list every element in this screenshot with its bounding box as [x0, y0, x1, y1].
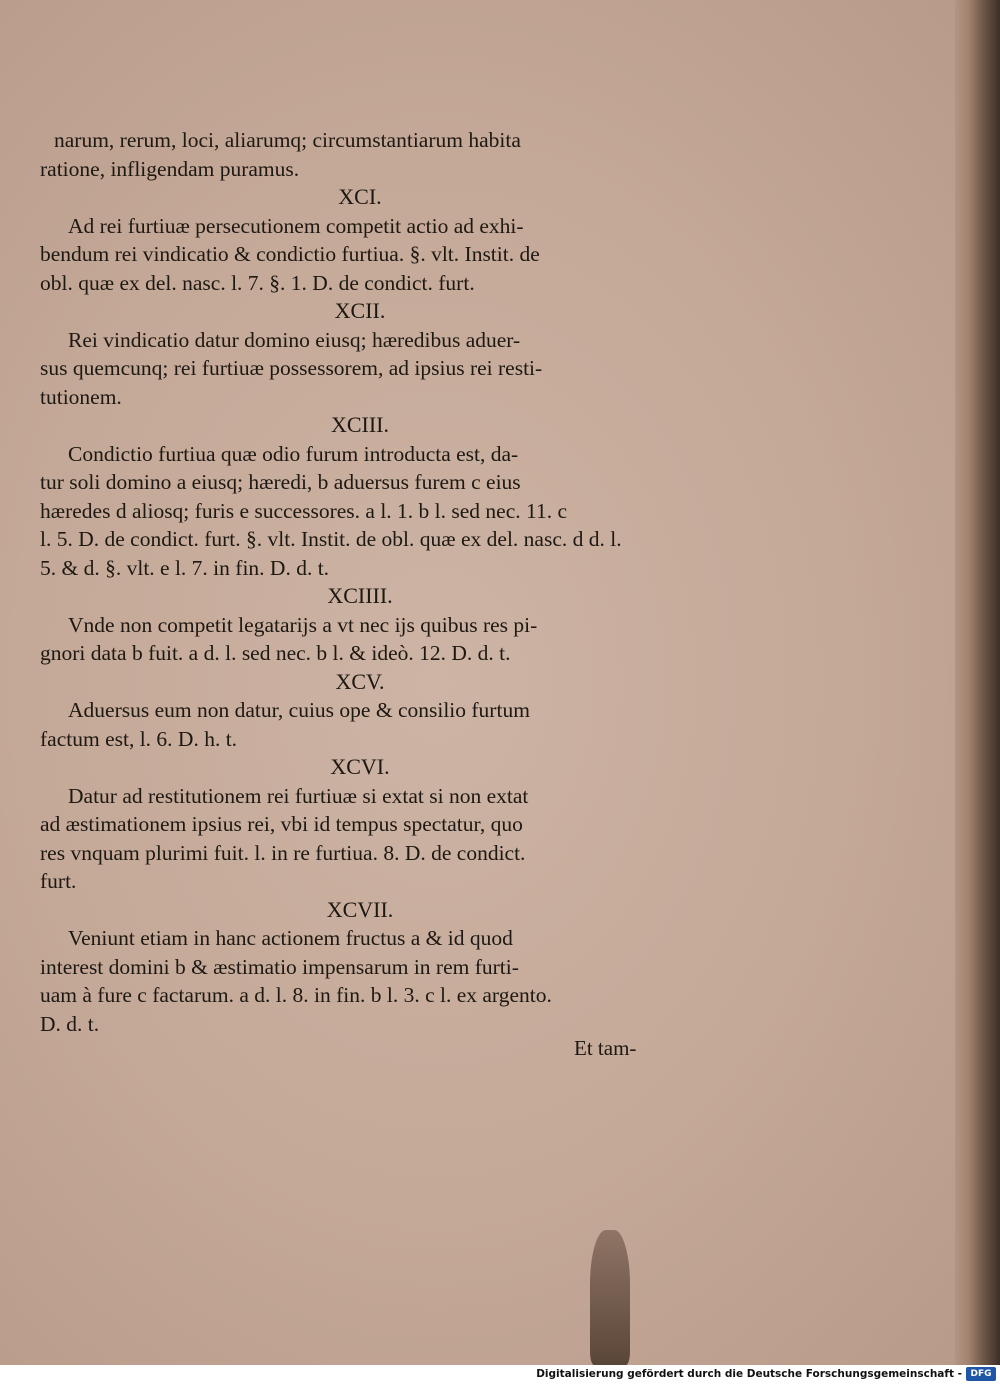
text-line: res vnquam plurimi fuit. l. in re furtiua. 8. D. de condict. [40, 840, 526, 865]
section-heading: XCV. [335, 668, 385, 694]
funding-credit: Digitalisierung gefördert durch die Deutsche Forschungsgemeinschaft - [536, 1368, 962, 1380]
text-line: furt. [40, 869, 77, 893]
page-edge [955, 0, 1000, 1365]
text-line: narum, rerum, loci, aliarumq; circumstantiarum habita [54, 128, 521, 152]
catchword: Et tam- [574, 1036, 637, 1060]
text-line: uam à fure c factarum. a d. l. 8. in fin. b l. 3. c l. ex argento. [40, 983, 552, 1007]
text-line: ad æstimationem ipsius rei, vbi id tempus spectatur, quo [40, 812, 523, 836]
text-line: Datur ad restitutionem rei furtiuæ si extat si non extat [68, 783, 529, 808]
text-line: sus quemcunq; rei furtiuæ possessorem, ad ipsius rei resti- [40, 356, 543, 380]
text-line: hæredes d aliosq; furis e successores. a l. 1. b l. sed nec. 11. c [40, 498, 568, 523]
section-heading: XCIIII. [327, 583, 393, 608]
text-line: tutionem. [40, 384, 122, 409]
text-line: tur soli domino a eiusq; hæredi, b aduersus furem c eius [40, 470, 521, 494]
text-line: bendum rei vindicatio & condictio furtiua. §. vlt. Instit. de [40, 242, 540, 266]
section-heading: XCII. [334, 298, 386, 323]
section-heading: XCI. [338, 184, 382, 209]
section-heading: XCIII. [330, 412, 390, 437]
text-line: obl. quæ ex del. nasc. l. 7. §. 1. D. de condict. furt. [40, 270, 475, 295]
text-line: Aduersus eum non datur, cuius ope & consilio furtum [68, 698, 530, 722]
footer-bar [0, 1365, 1000, 1385]
text-line: D. d. t. [40, 1011, 100, 1036]
text-line: ratione, infligendam puramus. [40, 156, 300, 181]
text-line: Vnde non competit legatarijs a vt nec ijs quibus res pi- [68, 612, 538, 637]
text-line: interest domini b & æstimatio impensarum in rem furti- [40, 954, 519, 979]
text-line: Condictio furtiua quæ odio furum introducta est, da- [68, 441, 519, 466]
text-line: factum est, l. 6. D. h. t. [40, 726, 238, 751]
section-heading: XCVI. [330, 754, 390, 779]
text-line: Veniunt etiam in hanc actionem fructus a & id quod [68, 926, 513, 950]
text-line: l. 5. D. de condict. furt. §. vlt. Instit. de obl. quæ ex del. nasc. d d. l. [40, 527, 622, 551]
text-line: Rei vindicatio datur domino eiusq; hæredibus aduer- [68, 327, 521, 352]
text-line: 5. & d. §. vlt. e l. 7. in fin. D. d. t. [40, 555, 330, 580]
paper-stain [590, 1230, 630, 1365]
text-line: Ad rei furtiuæ persecutionem competit actio ad exhi- [68, 213, 524, 238]
section-heading: XCVII. [326, 896, 394, 922]
text-line: gnori data b fuit. a d. l. sed nec. b l. & ideò. 12. D. d. t. [40, 641, 511, 665]
body-text [40, 126, 660, 1038]
dfg-logo-icon: DFG [966, 1367, 996, 1381]
